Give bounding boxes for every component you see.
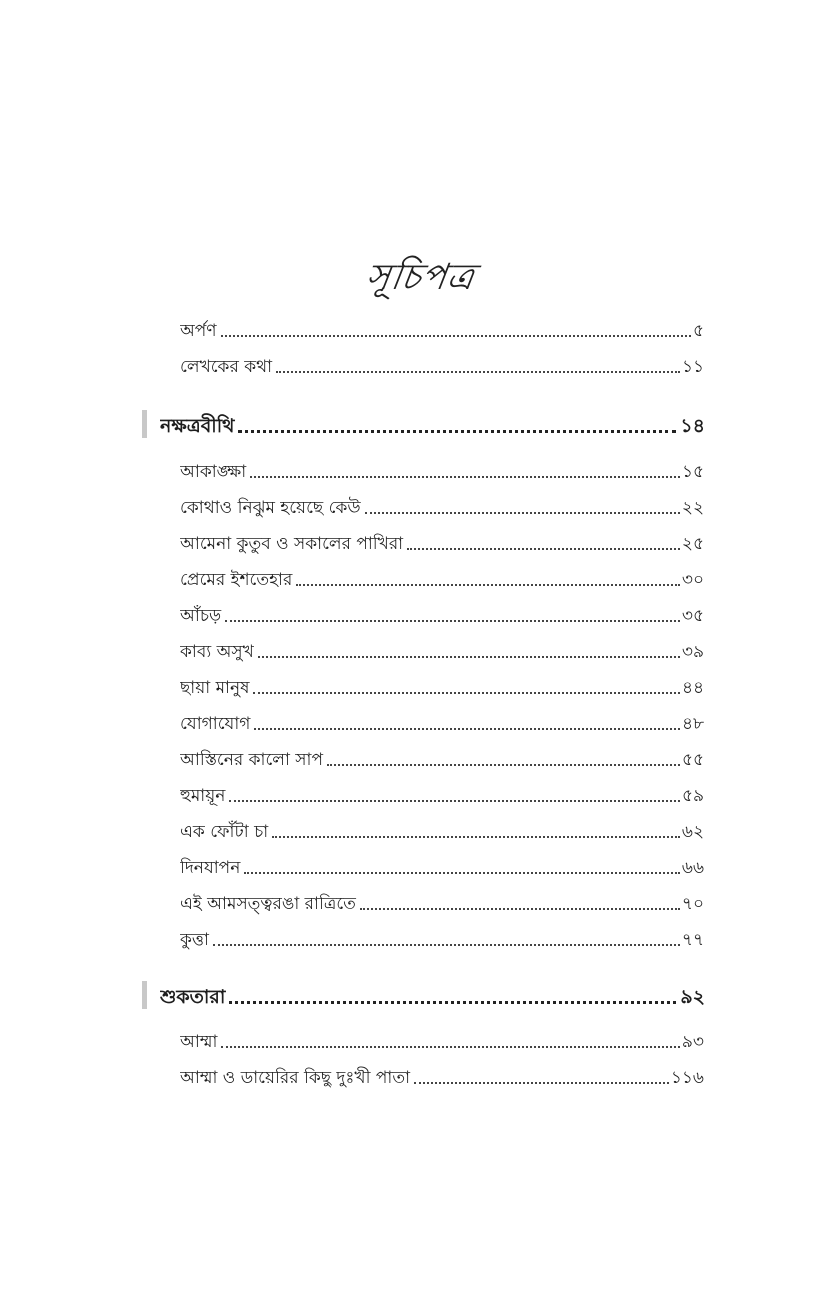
toc-entry-page: ৫৫ [681,750,704,770]
toc-entry-title: আমেনা কুতুব ও সকালের পাখিরা [180,534,404,554]
dot-leader [229,1001,676,1004]
dot-leader [221,335,691,337]
page-title: সূচিপত্র [363,257,478,298]
toc-entry-title: এক ফোঁটা চা [180,822,269,842]
toc-entry-page: ৩৫ [681,606,704,626]
toc-entry-page: ৩৯ [681,642,704,662]
toc-entry-title: এই আমসত্ত্বরঙা রাত্রিতে [180,894,356,914]
dot-leader [365,512,680,514]
toc-entry-page: ৬২ [681,822,704,842]
toc-entry-page: ৯৩ [681,1032,704,1052]
dot-leader [253,692,679,694]
dot-leader [225,620,680,622]
toc-entry-page: ১৫ [681,462,704,482]
toc-entry-title: আকাঙ্ক্ষা [180,462,247,482]
dot-leader [254,728,680,730]
toc-entry[interactable] [180,1059,704,1089]
dot-leader [407,548,680,550]
toc-entry-title: ছায়া মানুষ [180,678,250,698]
dot-leader [360,908,680,910]
toc-entry-page: ৫৯ [681,786,704,806]
toc-entry-page: ৬৬ [681,858,704,878]
toc-entry-title: কাব্য অসুখ [180,642,254,662]
toc-entry-page: ১১৬ [670,1068,704,1088]
dot-leader [221,1046,680,1048]
dot-leader [272,836,680,838]
toc-entry-title: আঁচড় [180,606,222,626]
toc-entry-title: কোথাও নিঝুম হয়েছে কেউ [180,498,361,518]
toc-entry-page: ৫ [692,321,704,341]
toc-entry-page: ৭৭ [681,930,704,950]
toc-entry[interactable] [180,453,704,483]
section-marker-bar [142,410,147,438]
dot-leader [276,371,680,373]
toc-entry-page: ৩০ [681,570,704,590]
dot-leader [327,764,680,766]
toc-entry-title: আস্তিনের কালো সাপ [180,750,324,770]
dot-leader [213,944,680,946]
toc-entry[interactable] [180,525,704,555]
toc-entry-dedication[interactable] [180,312,704,342]
dot-leader [414,1082,669,1084]
toc-section-title: শুকতারা [160,986,226,1008]
toc-entry-title: আম্মা [180,1032,218,1052]
toc-entry-title: হুমায়ূন [180,786,226,806]
toc-entry[interactable] [180,705,704,735]
toc-entry-title: কুত্তা [180,930,209,950]
toc-entry-title: লেখকের কথা [180,357,273,377]
toc-entry[interactable] [180,849,704,879]
toc-entry-title: যোগাযোগ [180,714,251,734]
section-marker-bar [142,981,147,1009]
toc-entry[interactable] [180,633,704,663]
toc-entry[interactable] [180,669,704,699]
dot-leader [258,656,680,658]
toc-entry[interactable] [180,597,704,627]
toc-section-1[interactable] [160,406,705,438]
toc-entry[interactable] [180,777,704,807]
toc-entry[interactable] [180,741,704,771]
dot-leader [244,872,680,874]
dot-leader [238,430,676,433]
toc-entry-title: প্রেমের ইশতেহার [180,570,293,590]
toc-entry-page: ২২ [681,498,704,518]
toc-entry[interactable] [180,921,704,951]
toc-entry-page: ৪৪ [681,678,704,698]
toc-entry[interactable] [180,885,704,915]
toc-section-page: ৯২ [680,986,705,1008]
toc-section-page: ১৪ [680,415,705,437]
toc-entry-title: অর্পণ [180,321,217,341]
toc-section-title: নক্ষত্রবীথি [160,415,235,437]
dot-leader [229,800,680,802]
toc-entry[interactable] [180,561,704,591]
toc-entry-page: ৭০ [681,894,704,914]
dot-leader [296,584,680,586]
toc-entry-page: ৪৮ [681,714,704,734]
toc-entry-page: ২৫ [681,534,704,554]
toc-section-2[interactable] [160,977,705,1009]
toc-entry-author-note[interactable] [180,348,704,378]
toc-entry[interactable] [180,813,704,843]
toc-entry[interactable] [180,1023,704,1053]
toc-entry-title: দিনযাপন [180,858,241,878]
toc-entry[interactable] [180,489,704,519]
toc-entry-page: ১১ [681,357,704,377]
dot-leader [250,476,680,478]
toc-entry-title: আম্মা ও ডায়েরির কিছু দুঃখী পাতা [180,1068,411,1088]
